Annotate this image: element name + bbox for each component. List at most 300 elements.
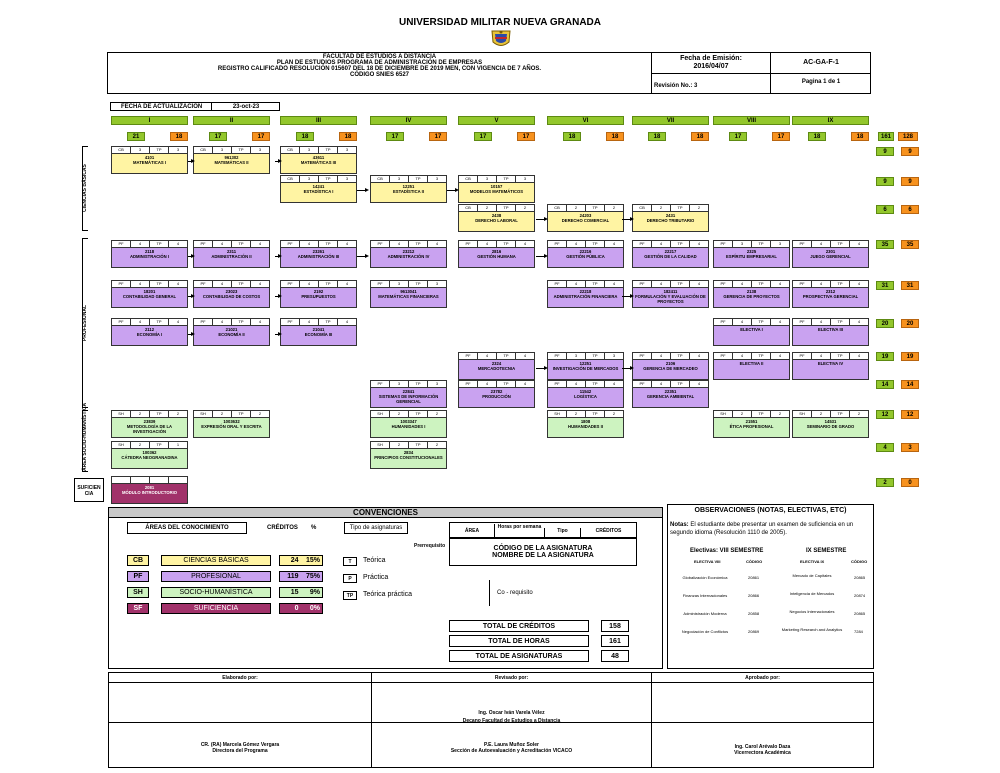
- course-type: SH: [112, 442, 131, 448]
- course-meta: [793, 411, 868, 418]
- course-type: PF: [112, 241, 131, 247]
- approved-by-label: Aprobado por:: [745, 675, 780, 681]
- course-hours: 3: [778, 241, 782, 246]
- course-meta: [281, 319, 356, 326]
- course-code: 2301: [825, 249, 836, 254]
- course-type: PF: [714, 319, 733, 325]
- area-name: CIENCIAS BÁSICAS: [161, 555, 271, 566]
- course-card[interactable]: [280, 280, 357, 308]
- course-hours: 4: [612, 281, 616, 286]
- course-code: 2112: [144, 327, 155, 332]
- course-card[interactable]: [370, 175, 447, 203]
- prereq-arrow: [536, 368, 545, 369]
- course-type: PF: [714, 353, 733, 359]
- course-card[interactable]: [792, 318, 869, 346]
- course-name: METODOLOGÍA DE LA INVESTIGACIÓN: [126, 424, 173, 434]
- semester-header: II: [193, 116, 270, 125]
- course-card[interactable]: [280, 318, 357, 346]
- coreq-line: [489, 580, 490, 606]
- row-total-hours: 31: [901, 281, 919, 290]
- course-tp-label: TP: [831, 319, 850, 325]
- type-name: Teórica práctica: [363, 591, 413, 598]
- course-credits: 4: [213, 241, 232, 247]
- course-meta: [633, 381, 708, 388]
- course-type: SH: [194, 411, 213, 417]
- course-meta: [371, 381, 446, 388]
- course-hours: 4: [523, 353, 527, 358]
- course-type: CB: [548, 205, 567, 211]
- area-col: ÁREA: [464, 528, 480, 534]
- course-meta: [371, 281, 446, 288]
- course-credits: 4: [300, 241, 319, 247]
- electives-9-title: IX SEMESTRE: [806, 548, 847, 554]
- course-credits: 4: [478, 381, 497, 387]
- course-name: GESTIÓN DE LA CALIDAD: [644, 254, 697, 259]
- course-meta: [112, 411, 187, 418]
- semester-header: VIII: [713, 116, 790, 125]
- course-code: 2438: [491, 213, 502, 218]
- course-type: CB: [459, 205, 478, 211]
- grand-hours: 128: [898, 132, 918, 141]
- course-hours: 4: [857, 241, 861, 246]
- course-name: MÓDULO INTRODUCTORIO: [121, 490, 178, 495]
- course-card[interactable]: [280, 175, 357, 203]
- course-meta: [112, 241, 187, 248]
- course-code: 23261: [312, 249, 325, 254]
- course-tp-label: TP: [150, 411, 169, 417]
- course-meta: [633, 281, 708, 288]
- course-credits: 2: [131, 442, 150, 448]
- course-card[interactable]: [193, 240, 270, 268]
- course-name: ECONOMÍA I: [136, 332, 163, 337]
- reviewer-2-name: P.E. Laura Muñoz Soler: [484, 742, 539, 748]
- semester-hours: 18: [339, 132, 357, 141]
- course-hours: 3: [435, 281, 439, 286]
- course-meta: [281, 147, 356, 154]
- course-hours: 2: [523, 205, 527, 210]
- course-code: 1003632: [223, 419, 240, 424]
- course-name: LOGÍSTICA: [574, 394, 597, 399]
- row-total-hours: 19: [901, 352, 919, 361]
- course-card[interactable]: [111, 410, 188, 438]
- row-total-hours: 9: [901, 147, 919, 156]
- course-credits: 4: [652, 241, 671, 247]
- course-name: ÉTICA PROFESIONAL: [729, 424, 774, 429]
- course-card[interactable]: [458, 240, 535, 268]
- course-credits: 2: [567, 205, 586, 211]
- course-tp-label: TP: [497, 205, 516, 211]
- course-hours: 4: [435, 241, 439, 246]
- course-credits: 2: [812, 411, 831, 417]
- course-tp-label: TP: [409, 411, 428, 417]
- course-card[interactable]: [280, 240, 357, 268]
- course-credits: 2: [131, 411, 150, 417]
- course-tp-label: TP: [319, 319, 338, 325]
- semester-credits: 17: [474, 132, 492, 141]
- course-name: MATEMÁTICAS FINANCIERAS: [378, 294, 439, 299]
- course-card[interactable]: [193, 280, 270, 308]
- course-type: CB: [281, 147, 300, 153]
- example-header: [449, 522, 637, 538]
- row-total-credits: 12: [876, 410, 894, 419]
- prereq-arrow: [622, 296, 631, 297]
- course-meta: [371, 411, 446, 418]
- elective-9-name: Inteligencia de Mercados: [789, 591, 835, 596]
- course-name: CONTABILIDAD DE COSTOS: [202, 294, 261, 299]
- semester-header: IV: [370, 116, 447, 125]
- course-tp-label: TP: [586, 205, 605, 211]
- page-title: UNIVERSIDAD MILITAR NUEVA GRANADA: [398, 17, 602, 28]
- course-tp-label: TP: [752, 319, 771, 325]
- course-code: 2312: [825, 289, 836, 294]
- course-credits: 4: [567, 241, 586, 247]
- update-box: [110, 102, 280, 111]
- course-card[interactable]: [713, 280, 790, 308]
- course-card[interactable]: [632, 352, 709, 380]
- area-credits: 119: [287, 573, 299, 580]
- course-tp-label: TP: [497, 241, 516, 247]
- course-code: 10157: [490, 184, 503, 189]
- course-credits: 2: [213, 411, 232, 417]
- course-card[interactable]: [111, 146, 188, 174]
- course-type: PF: [112, 281, 131, 287]
- course-tp-label: TP: [150, 442, 169, 448]
- course-name: HUMANIDADES I: [391, 424, 426, 429]
- row-total-hours: 3: [901, 443, 919, 452]
- course-tp-label: TP: [586, 381, 605, 387]
- course-hours: 2: [612, 411, 616, 416]
- row-total-credits: 35: [876, 240, 894, 249]
- prereq-arrow: [275, 161, 279, 162]
- course-credits: 4: [733, 281, 752, 287]
- course-hours: 4: [258, 319, 262, 324]
- course-name: PRINCIPIOS CONSTITUCIONALES: [374, 455, 443, 460]
- course-hours: 2: [435, 411, 439, 416]
- course-card[interactable]: [792, 240, 869, 268]
- course-name: SISTEMAS DE INFORMACIÓN GERENCIAL: [378, 394, 439, 404]
- notes-text: El estudiante debe presentar un examen de suficiencia en un segundo idioma (Resolución 1110 de 2005).: [670, 522, 854, 536]
- elective-9-col: ELECTIVA IX: [800, 559, 825, 564]
- course-meta: [194, 281, 269, 288]
- course-hours: 4: [778, 281, 782, 286]
- course-name: GESTIÓN HUMANA: [477, 254, 516, 259]
- course-card[interactable]: [547, 204, 624, 232]
- elective-8-name: Administración Moderna: [683, 611, 727, 616]
- course-credits: 4: [300, 319, 319, 325]
- row-total-credits: 9: [876, 177, 894, 186]
- type-key: P: [343, 574, 357, 583]
- course-card[interactable]: [713, 352, 790, 380]
- course-card[interactable]: [547, 352, 624, 380]
- course-meta: [633, 241, 708, 248]
- course-type: PF: [633, 353, 652, 359]
- course-name: CÁTEDRA NEOGRANADINA: [121, 455, 178, 460]
- course-name: MATEMÁTICAS I: [133, 160, 166, 165]
- course-meta: [714, 281, 789, 288]
- course-type: SH: [371, 411, 390, 417]
- course-card[interactable]: [547, 410, 624, 438]
- course-code: 100362: [142, 450, 157, 455]
- course-meta: [371, 176, 446, 183]
- course-code: 21041: [312, 327, 325, 332]
- course-card[interactable]: [458, 204, 535, 232]
- emission-date: 2016/04/07: [693, 63, 729, 70]
- course-hours: 3: [345, 147, 349, 152]
- course-name: SEMINARIO DE GRADO: [806, 424, 855, 429]
- course-credits: 3: [131, 147, 150, 153]
- elaborated-by-label: Elaborado por:: [222, 675, 258, 681]
- course-type: PF: [112, 319, 131, 325]
- course-tp-label: TP: [671, 205, 690, 211]
- course-tp-label: TP: [150, 281, 169, 287]
- course-name: JUEGO GERENCIAL: [810, 254, 851, 259]
- course-name: ELECTIVA II: [739, 361, 764, 366]
- elective-8-code: 20869: [748, 629, 760, 634]
- course-code: 21551: [745, 419, 758, 424]
- course-credits: 2: [567, 411, 586, 417]
- course-hours: 4: [697, 241, 701, 246]
- course-hours: 2: [612, 205, 616, 210]
- row-total-hours: 9: [901, 177, 919, 186]
- course-credits: 3: [390, 381, 409, 387]
- course-card[interactable]: [111, 318, 188, 346]
- update-label: FECHA DE ACTUALIZACIÓN: [121, 104, 203, 110]
- course-card[interactable]: [111, 476, 188, 504]
- area-credits: 24: [290, 557, 299, 564]
- course-credits: 4: [213, 319, 232, 325]
- reviewer-2-role: Sección de Autoevaluación y Acreditación VICACO: [450, 748, 573, 754]
- course-credits: 3: [300, 176, 319, 182]
- code-col-8: CÓDIGO: [746, 559, 763, 564]
- course-name: ESTADÍSTICA I: [303, 189, 334, 194]
- course-credits: 4: [652, 353, 671, 359]
- course-hours: 4: [857, 281, 861, 286]
- course-name: MERCADOTECNIA: [477, 366, 516, 371]
- elective-9-code: 7284: [854, 629, 863, 634]
- course-credits: 4: [131, 241, 150, 247]
- area-key: SH: [127, 587, 149, 598]
- observations-box: [667, 504, 874, 669]
- course-card[interactable]: [111, 441, 188, 469]
- course-tp-label: TP: [831, 281, 850, 287]
- course-card[interactable]: [193, 410, 270, 438]
- semester-header: VII: [632, 116, 709, 125]
- row-total-credits: 19: [876, 352, 894, 361]
- course-card[interactable]: [792, 410, 869, 438]
- course-credits: 2: [390, 411, 409, 417]
- course-code: 12251: [579, 361, 592, 366]
- course-tp-label: TP: [150, 319, 169, 325]
- course-card[interactable]: [792, 280, 869, 308]
- course-credits: 0: [131, 477, 150, 483]
- elective-9-code: 20874: [854, 593, 866, 598]
- course-hours: 3: [176, 147, 180, 152]
- course-tp-label: TP: [409, 281, 428, 287]
- course-credits: 4: [300, 281, 319, 287]
- course-name: DERECHO COMERCIAL: [561, 218, 610, 223]
- course-credits: 3: [733, 241, 752, 247]
- area-label-sh: ÁREA SOCIO-HUMANÍSTICA: [82, 402, 88, 471]
- area-name: PROFESIONAL: [161, 571, 271, 582]
- semester-hours: 17: [252, 132, 270, 141]
- type-col: Tipo: [544, 528, 580, 538]
- course-code: 23782: [490, 389, 503, 394]
- course-meta: [194, 147, 269, 154]
- pct-header: %: [311, 525, 317, 531]
- prereq-arrow: [188, 161, 192, 162]
- semester-hours: 18: [170, 132, 188, 141]
- course-credits: 4: [478, 241, 497, 247]
- course-code: 14531: [824, 419, 837, 424]
- course-card[interactable]: [632, 280, 709, 308]
- course-type: PF: [793, 241, 812, 247]
- course-meta: [548, 411, 623, 418]
- course-card[interactable]: [370, 380, 447, 408]
- course-card[interactable]: [632, 380, 709, 408]
- course-name: MATEMÁTICAS III: [300, 160, 337, 165]
- row-total-hours: 20: [901, 319, 919, 328]
- course-meta: [459, 176, 534, 183]
- course-meta: [793, 353, 868, 360]
- course-tp-label: TP: [831, 353, 850, 359]
- course-card[interactable]: [632, 204, 709, 232]
- course-type: CB: [112, 147, 131, 153]
- course-meta: [112, 319, 187, 326]
- notes-label: Notas:: [670, 522, 689, 528]
- snies-code: CÓDIGO SNIES 6527: [349, 72, 410, 78]
- course-hours: 3: [345, 176, 349, 181]
- course-meta: [714, 319, 789, 326]
- row-total-hours: 0: [901, 478, 919, 487]
- course-credits: 4: [390, 241, 409, 247]
- course-code: 22217: [664, 249, 677, 254]
- elective-9-name: Marketing Research and Analytics: [781, 627, 843, 632]
- course-tp-label: TP: [497, 353, 516, 359]
- revision-number: Revisión No.: 3: [654, 83, 698, 89]
- course-card[interactable]: [458, 380, 535, 408]
- course-card[interactable]: [193, 318, 270, 346]
- course-credits: 3: [390, 176, 409, 182]
- course-credits: 2: [733, 411, 752, 417]
- course-card[interactable]: [547, 280, 624, 308]
- course-credits: 3: [390, 281, 409, 287]
- course-meta: [548, 381, 623, 388]
- course-card[interactable]: [713, 410, 790, 438]
- course-name: ELECTIVA III: [818, 327, 843, 332]
- course-code: 22351: [664, 389, 677, 394]
- observations-title: OBSERVACIONES (NOTAS, ELECTIVAS, ETC): [694, 507, 847, 514]
- course-credits: 2: [652, 205, 671, 211]
- course-credits: 4: [131, 281, 150, 287]
- course-type: PF: [194, 241, 213, 247]
- prereq-arrow: [275, 296, 279, 297]
- course-code: 9613041: [400, 289, 417, 294]
- course-code: 18201: [143, 289, 156, 294]
- course-hours: 4: [778, 319, 782, 324]
- semester-hours: 18: [606, 132, 624, 141]
- course-code: 23839: [143, 419, 156, 424]
- course-meta: [112, 147, 187, 154]
- course-hours: 4: [345, 281, 349, 286]
- course-hours: 4: [697, 381, 701, 386]
- course-card[interactable]: [547, 240, 624, 268]
- course-code: 23023: [225, 289, 238, 294]
- row-total-credits: 31: [876, 281, 894, 290]
- course-meta: [194, 241, 269, 248]
- course-card[interactable]: [458, 352, 535, 380]
- course-name: ELECTIVA I: [740, 327, 763, 332]
- course-tp-label: TP: [319, 147, 338, 153]
- semester-hours: 18: [851, 132, 869, 141]
- total-label: TOTAL DE HORAS: [449, 635, 589, 647]
- course-card[interactable]: [547, 380, 624, 408]
- course-card[interactable]: [632, 240, 709, 268]
- elective-8-code: 20866: [748, 593, 760, 598]
- course-card[interactable]: [111, 280, 188, 308]
- prereq-arrow: [622, 368, 631, 369]
- row-total-credits: 4: [876, 443, 894, 452]
- row-total-credits: 6: [876, 205, 894, 214]
- course-card[interactable]: [713, 318, 790, 346]
- course-hours: 2: [697, 205, 701, 210]
- course-name: FORMULACIÓN Y EVALUACIÓN DE PROYECTOS: [635, 294, 706, 304]
- course-card[interactable]: [111, 240, 188, 268]
- course-meta: [793, 319, 868, 326]
- course-tp-label: TP: [671, 353, 690, 359]
- course-card[interactable]: [280, 146, 357, 174]
- prereq-arrow: [188, 334, 192, 335]
- course-meta: [112, 442, 187, 449]
- course-card[interactable]: [370, 410, 447, 438]
- course-hours: 4: [345, 319, 349, 324]
- signature-box: [108, 672, 874, 768]
- page-number: Pagina 1 de 1: [801, 79, 841, 85]
- course-hours: 1: [176, 442, 180, 447]
- course-tp-label: TP: [586, 281, 605, 287]
- area-label-cb: CIENCIAS BÁSICAS: [82, 164, 88, 212]
- course-card[interactable]: [713, 240, 790, 268]
- course-tp-label: TP: [150, 241, 169, 247]
- course-tp-label: TP: [409, 442, 428, 448]
- course-code: 2106: [665, 361, 676, 366]
- course-card[interactable]: [193, 146, 270, 174]
- code-col-9: CÓDIGO: [851, 559, 868, 564]
- area-pct: 75%: [305, 573, 320, 580]
- course-hours: 4: [857, 353, 861, 358]
- elective-9-name: Negocios Internacionales: [789, 609, 835, 614]
- course-card[interactable]: [458, 175, 535, 203]
- course-hours: 2: [778, 411, 782, 416]
- row-total-credits: 9: [876, 147, 894, 156]
- course-hours: 4: [612, 381, 616, 386]
- course-tp-label: TP: [831, 411, 850, 417]
- course-code: 22216: [579, 249, 592, 254]
- course-card[interactable]: [370, 240, 447, 268]
- course-hours: 4: [176, 241, 180, 246]
- course-code: 24203: [579, 213, 592, 218]
- course-type: PF: [633, 281, 652, 287]
- course-hours: 3: [612, 353, 616, 358]
- course-card[interactable]: [370, 280, 447, 308]
- course-meta: [459, 381, 534, 388]
- course-tp-label: TP: [752, 241, 771, 247]
- conventions-title: CONVENCIONES: [109, 508, 662, 518]
- course-type: PF: [194, 281, 213, 287]
- course-card[interactable]: [792, 352, 869, 380]
- course-tp-label: TP: [671, 381, 690, 387]
- prereq-arrow: [357, 256, 366, 257]
- course-card[interactable]: [370, 441, 447, 469]
